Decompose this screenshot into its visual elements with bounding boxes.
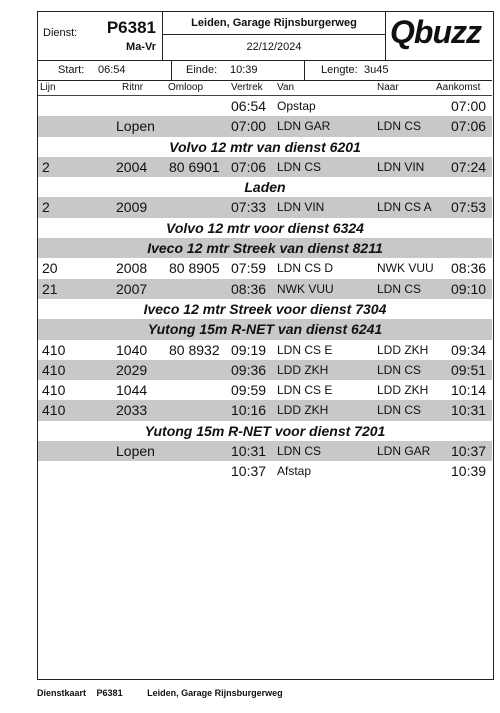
- cell-van: LDN CS: [277, 159, 322, 174]
- table-row: [38, 197, 492, 217]
- table-row: [38, 461, 492, 481]
- dienst-cell: [38, 12, 163, 60]
- cell-aankomst: 10:31: [451, 402, 487, 419]
- table-row: [38, 441, 492, 461]
- cell-lijn: 410: [42, 382, 66, 399]
- cell-aankomst: 07:24: [451, 158, 487, 175]
- cell-naar: LDN CS: [377, 362, 422, 377]
- cell-vertrek: 10:37: [231, 463, 267, 480]
- cell-naar: LDN CS: [377, 281, 422, 296]
- cell-van: LDN CS: [277, 444, 322, 459]
- cell-naar: LDD ZKH: [377, 383, 429, 398]
- cell-lijn: 410: [42, 402, 66, 419]
- cell-naar: LDN CS: [377, 403, 422, 418]
- dienst-code: P6381: [106, 18, 156, 37]
- footer-code: P6381: [96, 688, 123, 698]
- cell-vertrek: 07:06: [231, 158, 267, 175]
- cell-ritnr: 1040: [116, 341, 148, 358]
- cell-lijn: 2: [42, 199, 50, 216]
- section-header: Volvo 12 mtr voor dienst 6324: [166, 219, 364, 236]
- cell-ritnr: 2029: [116, 361, 148, 378]
- cell-ritnr: 2033: [116, 402, 148, 419]
- cell-van: LDN CS E: [277, 342, 333, 357]
- cell-van: LDD ZKH: [277, 362, 329, 377]
- cell-omloop: 80 8932: [169, 341, 220, 358]
- cell-van: LDN GAR: [277, 119, 331, 134]
- qbuzz-logo: Qbuzz: [390, 14, 481, 50]
- cell-aankomst: 10:14: [451, 382, 487, 399]
- cell-lijn: 410: [42, 341, 66, 358]
- cell-aankomst: 08:36: [451, 260, 487, 277]
- col-naar: Naar: [377, 82, 399, 93]
- cell-ritnr: 2007: [116, 280, 148, 297]
- cell-aankomst: 09:34: [451, 341, 487, 358]
- service-days: Ma-Vr: [126, 41, 156, 53]
- cell-naar: LDN VIN: [377, 159, 425, 174]
- col-lijn: Lijn: [40, 82, 56, 93]
- cell-vertrek: 08:36: [231, 280, 267, 297]
- cell-van: NWK VUU: [277, 281, 334, 296]
- start-label: Start:: [58, 64, 85, 76]
- cell-naar: LDN CS A: [377, 200, 432, 215]
- cell-van: LDD ZKH: [277, 403, 329, 418]
- cell-lijn: 2: [42, 158, 50, 175]
- section-header: Yutong 15m R-NET voor dienst 7201: [144, 422, 386, 439]
- cell-naar: LDD ZKH: [377, 342, 429, 357]
- section-header: Yutong 15m R-NET van dienst 6241: [38, 319, 492, 339]
- page-footer: [37, 688, 291, 698]
- cell-aankomst: 07:00: [451, 98, 487, 114]
- cell-aankomst: 10:37: [451, 443, 487, 460]
- col-van: Van: [277, 82, 295, 93]
- cell-ritnr: Lopen: [116, 118, 155, 135]
- cell-aankomst: 10:39: [451, 463, 487, 480]
- section-header: Laden: [244, 179, 286, 196]
- cell-aankomst: 09:51: [451, 361, 487, 378]
- cell-vertrek: 09:59: [231, 382, 267, 399]
- service-date: 22/12/2024: [246, 41, 302, 53]
- column-headers: [38, 81, 492, 96]
- cell-omloop: 80 6901: [169, 158, 220, 175]
- cell-ritnr: 2004: [116, 158, 148, 175]
- cell-ritnr: Lopen: [116, 443, 155, 460]
- cell-van: LDN CS E: [277, 383, 333, 398]
- table-row: [38, 340, 492, 360]
- cell-ritnr: 2008: [116, 260, 148, 277]
- dienst-label: Dienst:: [43, 27, 78, 39]
- section-header: Volvo 12 mtr van dienst 6201: [169, 138, 361, 155]
- cell-aankomst: 07:53: [451, 199, 487, 216]
- location-cell: [163, 12, 386, 60]
- table-row: [38, 380, 492, 400]
- cell-lijn: 20: [42, 260, 58, 277]
- footer-location: Leiden, Garage Rijnsburgerweg: [147, 688, 283, 698]
- logo-cell: [386, 12, 492, 60]
- table-row: [38, 400, 492, 420]
- cell-aankomst: 09:10: [451, 280, 487, 297]
- cell-ritnr: 2009: [116, 199, 148, 216]
- table-row: [38, 258, 492, 278]
- col-omloop: Omloop: [168, 82, 204, 93]
- section-header: Iveco 12 mtr Streek voor dienst 7304: [143, 300, 387, 317]
- cell-lijn: 21: [42, 280, 58, 297]
- cell-omloop: 80 8905: [169, 260, 220, 277]
- section-header: Iveco 12 mtr Streek van dienst 8211: [38, 238, 492, 258]
- cell-van: LDN CS D: [277, 261, 334, 276]
- col-ritnr: Ritnr: [122, 82, 144, 93]
- card-header: [38, 12, 492, 61]
- schedule-rows: [38, 96, 492, 482]
- cell-naar: LDN GAR: [377, 444, 431, 459]
- cell-vertrek: 10:16: [231, 402, 267, 419]
- footer-label: Dienstkaart: [37, 688, 87, 698]
- table-row: [38, 279, 492, 299]
- table-row: [38, 360, 492, 380]
- cell-vertrek: 06:54: [231, 98, 267, 114]
- cell-ritnr: 1044: [116, 382, 148, 399]
- cell-lijn: 410: [42, 361, 66, 378]
- cell-van: Afstap: [277, 464, 312, 479]
- cell-van: Opstap: [277, 99, 316, 113]
- table-row: [38, 96, 492, 116]
- cell-vertrek: 09:36: [231, 361, 267, 378]
- service-card-frame: [37, 11, 494, 680]
- cell-vertrek: 07:00: [231, 118, 267, 135]
- lengte-label: Lengte:: [321, 64, 358, 76]
- table-row: [38, 157, 492, 177]
- cell-vertrek: 09:19: [231, 341, 267, 358]
- lengte-value: 3u45: [364, 64, 389, 76]
- cell-vertrek: 07:59: [231, 260, 267, 277]
- cell-van: LDN VIN: [277, 200, 325, 215]
- cell-naar: NWK VUU: [377, 261, 434, 276]
- lengte-cell: [305, 60, 492, 80]
- start-cell: [38, 60, 172, 80]
- col-vertrek: Vertrek: [231, 82, 263, 93]
- einde-value: 10:39: [230, 64, 258, 76]
- garage-location: Leiden, Garage Rijnsburgerweg: [163, 12, 385, 35]
- cell-aankomst: 07:06: [451, 118, 487, 135]
- times-row: [38, 60, 492, 81]
- cell-vertrek: 07:33: [231, 199, 267, 216]
- start-value: 06:54: [98, 64, 126, 76]
- col-aankomst: Aankomst: [436, 82, 481, 93]
- einde-cell: [172, 60, 305, 80]
- table-row: [38, 116, 492, 136]
- einde-label: Einde:: [186, 64, 218, 76]
- cell-naar: LDN CS: [377, 119, 422, 134]
- cell-vertrek: 10:31: [231, 443, 267, 460]
